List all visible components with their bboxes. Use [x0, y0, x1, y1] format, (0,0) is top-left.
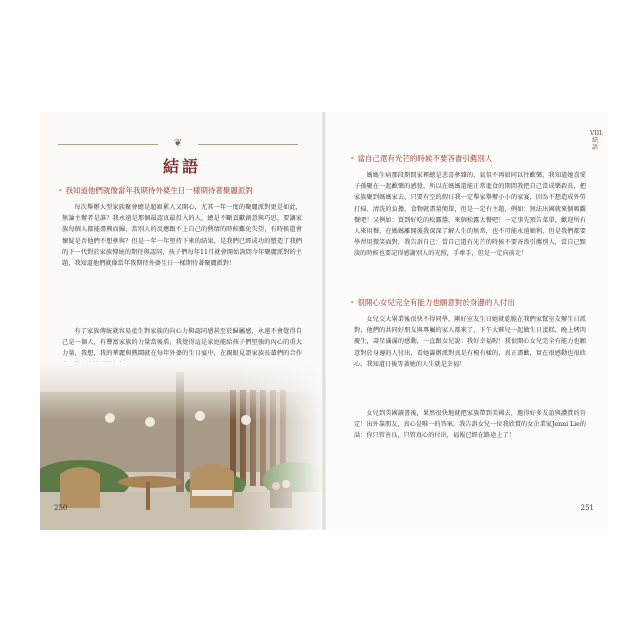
bullet-icon: •: [350, 154, 355, 163]
ornament-line-right: [198, 144, 298, 145]
bullet-icon: •: [350, 298, 355, 307]
section-heading-text: 很開心女兒完全有能力也願意對於身邊的人付出: [357, 298, 515, 307]
page-title: 結語: [162, 157, 201, 176]
page-number: 251: [580, 504, 594, 512]
ornament-line-left: [58, 144, 158, 145]
book-gutter: [322, 112, 326, 530]
book-spread: [40, 112, 608, 530]
flourish-icon: ❦: [173, 138, 183, 149]
patio-photo: [40, 362, 324, 530]
body-paragraph: 媽媽生病那段期間家裡總是悲喜參雜的，氣氛不再如同以往歡樂，我知道她喜愛子孫聚在一起歡樂的感覺，所以在媽媽還能正常進食的期間我把自己當成樂殺長，把家族聚到媽媽家去，只要有空的假日我一定舉家舉辦小小的家宴，因為不想造成外勞打掃、清洗的負擔，食物就盡量簡單，但是一定有主題，例如：無法出國就來個吸觀餐吧！又例如：買到好吃的松露醬，來個松露大餐吧！一定事先預告菜單，歡迎所有人來用餐，在媽媽離開後我深深了解人生的無常，也不可能永遠順利，但是我們都要學習用微笑面對，我告訴自己：當自己還有光芒的時候不要吝嗇引薦別人，當自己黯淡的時候也要記得感謝別人的光照，手牽手，但是一定向前走！: [354, 172, 586, 258]
patio-illustration: [40, 362, 324, 530]
left-page: [40, 112, 324, 530]
running-head: VIII．結語: [590, 130, 608, 151]
section-heading-text: 當自己還有光芒的時候不要吝嗇引薦別人: [357, 154, 493, 163]
page-number: 250: [54, 504, 68, 512]
right-page: [324, 112, 608, 530]
body-paragraph: 每次舉辦大型家族聚會總是超級累人又開心，尤其一年一度的聚麗派對更是如此，無論主辦者是誰？我永遠是那個最認真最投入的人，總是不斷貢獻創意與巧思，要讓家族每個人都能盡興而歸，當別人的反應跟不上自己的熱情的時候難免失望，有時候還會懷疑是否他們不想參與？但是一年一年堅持下來的結果，是我們已經成功的塑造了我們的下一代對於家族傳統的期待與認同，孩子們每年11月就會開始詢問今年聚麗派對的主題，我知道他們就像當年我期待外婆生日一樣期待著聚麗派對！: [62, 204, 302, 268]
body-paragraph: 女兒到美國讀書後，果然很快地就把家族帶到美國去，邀得好多友誼與讚賞的肯定！出外靠朋友，真心是唯一的答案，我告訴女兒一位我欣賞的女企業家Jenni Lie的話：你只管善良，只管真心的付出，福報已經在路途上了！: [354, 410, 586, 440]
body-paragraph: 女兒交大畢業後很快不得同學，剛好室友生日她就乾脆在我們家幫室友辦生日派對，他們的共同好朋友與專屬的家人都來了，下午大夥兒一起做生日蛋糕，晚上烤肉慶生，壽星滿滿的感動，一直跟女兒說：我好幸福喔！我很開心女兒完全有能力也願意對於身邊的人付出，看她籌辦派對真是有模有樣的，真正盡歡，實在很感動也很欣心，我知道日後等著她的人生就是幸福！: [354, 316, 586, 368]
bullet-icon: •: [58, 186, 63, 195]
section-heading-text: 我知道他們就像當年我期待外婆生日一樣期待著聚麗派對: [65, 186, 253, 195]
title-ornament: [58, 138, 298, 150]
section-heading: [350, 298, 590, 308]
section-heading: [350, 154, 590, 164]
body-paragraph: 有了家族傳統就容易產生對家族的向心力與認同感甚至於歸屬感，永遠不會覺得自己是一個人，有豐富家族的力量當後盾，我覺得這是家庭能給孩子們堅強的內心的重大力量，我想，我的華麗與熱鬧就在每年外婆的生日宴中，在親眼見證家族長輩們的合作: [62, 328, 302, 358]
section-heading: [58, 186, 308, 196]
